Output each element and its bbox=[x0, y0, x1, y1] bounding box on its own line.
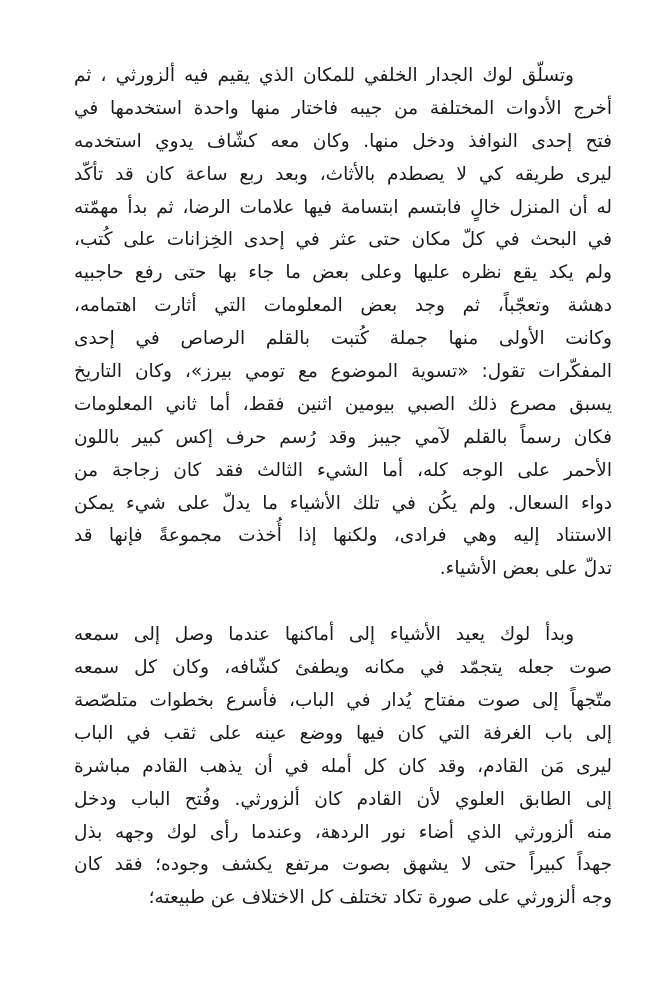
text-line: منه ألزورثي الذي أضاء نور الردهة، وعندما رأى لوك وجهه بذل bbox=[74, 821, 612, 843]
text-line: ولم يكد يقع نظره عليها وعلى بعض ما جاء بها حتى رفع حاجبيه bbox=[74, 262, 612, 284]
text-line: الاستناد إليه وهي فرادى، ولكنها إذا أُخذت مجموعةً فإنها قد bbox=[74, 525, 612, 547]
text-line: وجه ألزورثي على صورة تكاد تختلف كل الاختلاف عن طبيعته؛ bbox=[148, 887, 612, 909]
text-line: ليرى مَن القادم، وقد كان كل أمله في أن يذهب القادم مباشرة bbox=[74, 755, 612, 777]
paragraph-1 bbox=[74, 60, 612, 586]
document-page bbox=[74, 60, 612, 915]
text-line: دهشة وتعجّباً، ثم وجد بعض المعلومات التي أثارت اهتمامه، bbox=[74, 295, 612, 317]
text-line: جهداً كبيراً حتى لا يشهق بصوت مرتفع يكشف وجوده؛ فقد كان bbox=[74, 854, 612, 876]
text-line: إلى باب الغرفة التي كان فيها ووضع عينه على ثقب في الباب bbox=[74, 722, 612, 744]
text-line: له أن المنزل خالٍ فابتسم ابتسامة فيها علامات الرضا، ثم بدأ مهمّته bbox=[74, 196, 612, 218]
text-line: أخرج الأدوات المختلفة من جيبه فاختار منها واحدة استخدمها في bbox=[74, 97, 612, 119]
text-line: صوت جعله يتجمّد في مكانه ويطفئ كشّافه، وكان كل سمعه bbox=[74, 657, 612, 679]
text-line: إلى الطابق العلوي لأن القادم كان ألزورثي. وفُتح الباب ودخل bbox=[74, 788, 612, 810]
text-line: وكانت الأولى منها جملة كُتبت بالقلم الرصاص في إحدى bbox=[74, 328, 612, 350]
text-line: الأحمر على الوجه كله، أما الشيء الثالث فقد كان زجاجة من bbox=[74, 459, 612, 481]
paragraph-2 bbox=[74, 619, 612, 915]
text-line: في البحث في كلّ مكان حتى عثر في إحدى الخِزانات على كُتب، bbox=[74, 229, 612, 251]
text-line: ليرى طريقه كي لا يصطدم بالأثاث، وبعد ربع ساعة كان قد تأكّد bbox=[74, 163, 612, 185]
text-line: المفكّرات تقول: «تسوية الموضوع مع تومي بيرز»، وكان التاريخ bbox=[74, 361, 612, 383]
text-line: متّجهاً إلى صوت مفتاح يُدار في الباب، فأسرع بخطوات متلصّصة bbox=[74, 690, 612, 712]
text-line: يسبق مصرع ذلك الصبي بيومين اثنين فقط، أما ثاني المعلومات bbox=[74, 393, 612, 415]
text-line: فتح إحدى النوافذ ودخل منها. وكان معه كشّاف يدوي استخدمه bbox=[74, 130, 612, 152]
text-line: تدلّ على بعض الأشياء. bbox=[439, 558, 612, 580]
text-line: وبدأ لوك يعيد الأشياء إلى أماكنها عندما وصل إلى سمعه bbox=[74, 624, 574, 646]
text-line: دواء السعال. ولم يكُن في تلك الأشياء ما يدلّ على شيء يمكن bbox=[74, 492, 612, 514]
text-line: فكان رسماً بالقلم لآمي جيبز وقد رُسم حرف إكس كبير باللون bbox=[74, 426, 612, 448]
text-line: وتسلّق لوك الجدار الخلفي للمكان الذي يقيم فيه ألزورثي ، ثم bbox=[74, 65, 574, 86]
